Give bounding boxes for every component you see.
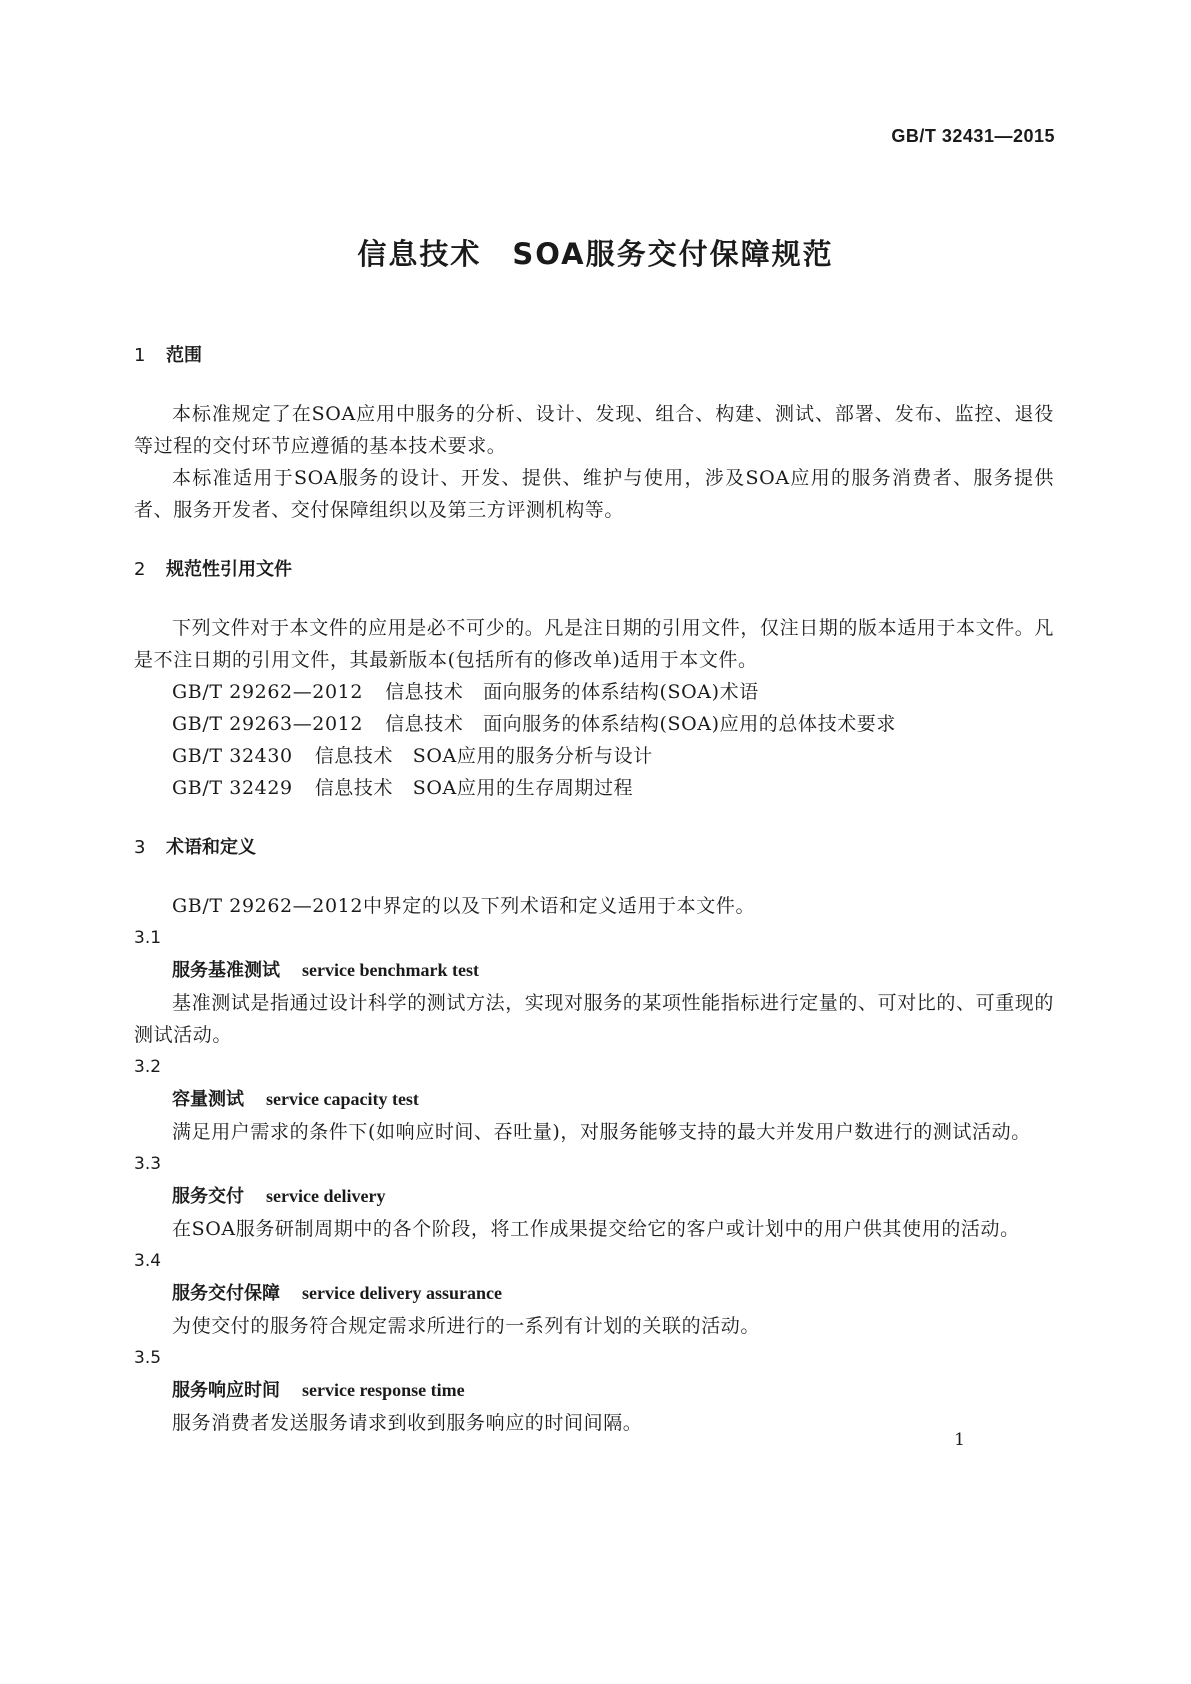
document-title: 信息技术 SOA服务交付保障规范 [357,237,834,271]
section-title: 范围 [166,345,202,366]
section-heading-terms-and-definitions [134,832,1054,864]
term-definition: 为使交付的服务符合规定需求所进行的一系列有计划的关联的活动。 [172,1315,761,1337]
reference-item [134,772,1054,804]
section-title: 规范性引用文件 [166,559,292,580]
term-definition: 基准测试是指通过设计科学的测试方法，实现对服务的某项性能指标进行定量的、可对比的、可重现的测试活动。 [134,992,1055,1046]
term-en: service benchmark test [302,960,479,980]
term-number: 3.3 [134,1154,162,1174]
section-number: 2 [134,559,146,580]
section-number: 1 [134,345,146,366]
term-definition: 在SOA服务研制周期中的各个阶段，将工作成果提交给它的客户或计划中的用户供其使用的活动。 [172,1218,1020,1240]
paragraph: 下列文件对于本文件的应用是必不可少的。凡是注日期的引用文件，仅注日期的版本适用于本文件。凡是不注日期的引用文件，其最新版本(包括所有的修改单)适用于本文件。 [134,617,1055,671]
term-en: service capacity test [266,1089,419,1109]
term-heading [134,1180,1054,1213]
section-title: 术语和定义 [166,837,256,858]
paragraph: 本标准适用于SOA服务的设计、开发、提供、维护与使用，涉及SOA应用的服务消费者、服务提供者、服务开发者、交付保障组织以及第三方评测机构等。 [134,467,1054,521]
term-heading [134,1277,1054,1310]
paragraph: GB/T 29262—2012中界定的以及下列术语和定义适用于本文件。 [172,895,756,917]
section-heading-normative-references [134,554,1054,586]
term-number: 3.5 [134,1348,162,1368]
term-zh: 容量测试 [172,1089,244,1110]
term-number: 3.2 [134,1057,162,1077]
paragraph: 本标准规定了在SOA应用中服务的分析、设计、发现、组合、构建、测试、部署、发布、监控、退役等过程的交付环节应遵循的基本技术要求。 [134,403,1054,457]
reference-title: 信息技术 面向服务的体系结构(SOA)应用的总体技术要求 [385,713,897,735]
section-number: 3 [134,837,146,858]
reference-item [134,708,1054,740]
reference-code: GB/T 32429 [172,777,293,799]
reference-title: 信息技术 SOA应用的生存周期过程 [314,777,634,799]
section-heading-scope [134,340,1054,372]
term-definition: 服务消费者发送服务请求到收到服务响应的时间间隔。 [172,1412,643,1434]
reference-item [134,740,1054,772]
standard-number: GB/T 32431—2015 [891,126,1055,146]
term-number: 3.4 [134,1251,162,1271]
reference-code: GB/T 32430 [172,745,293,767]
term-en: service delivery assurance [302,1283,502,1303]
term-heading [134,1083,1054,1116]
reference-title: 信息技术 SOA应用的服务分析与设计 [314,745,653,767]
reference-code: GB/T 29262—2012 [172,681,364,703]
page-number: 1 [954,1430,965,1450]
term-zh: 服务响应时间 [172,1380,280,1401]
term-zh: 服务交付 [172,1186,244,1207]
term-number: 3.1 [134,928,162,948]
reference-item [134,676,1054,708]
term-definition: 满足用户需求的条件下(如响应时间、吞吐量)，对服务能够支持的最大并发用户数进行的测试活动。 [172,1121,1031,1143]
reference-title: 信息技术 面向服务的体系结构(SOA)术语 [385,681,759,703]
term-zh: 服务基准测试 [172,960,280,981]
term-heading [134,1374,1054,1407]
term-heading [134,954,1054,987]
term-en: service delivery [266,1186,386,1206]
term-zh: 服务交付保障 [172,1283,280,1304]
term-en: service response time [302,1380,465,1400]
reference-code: GB/T 29263—2012 [172,713,364,735]
document-body [134,340,1054,1439]
